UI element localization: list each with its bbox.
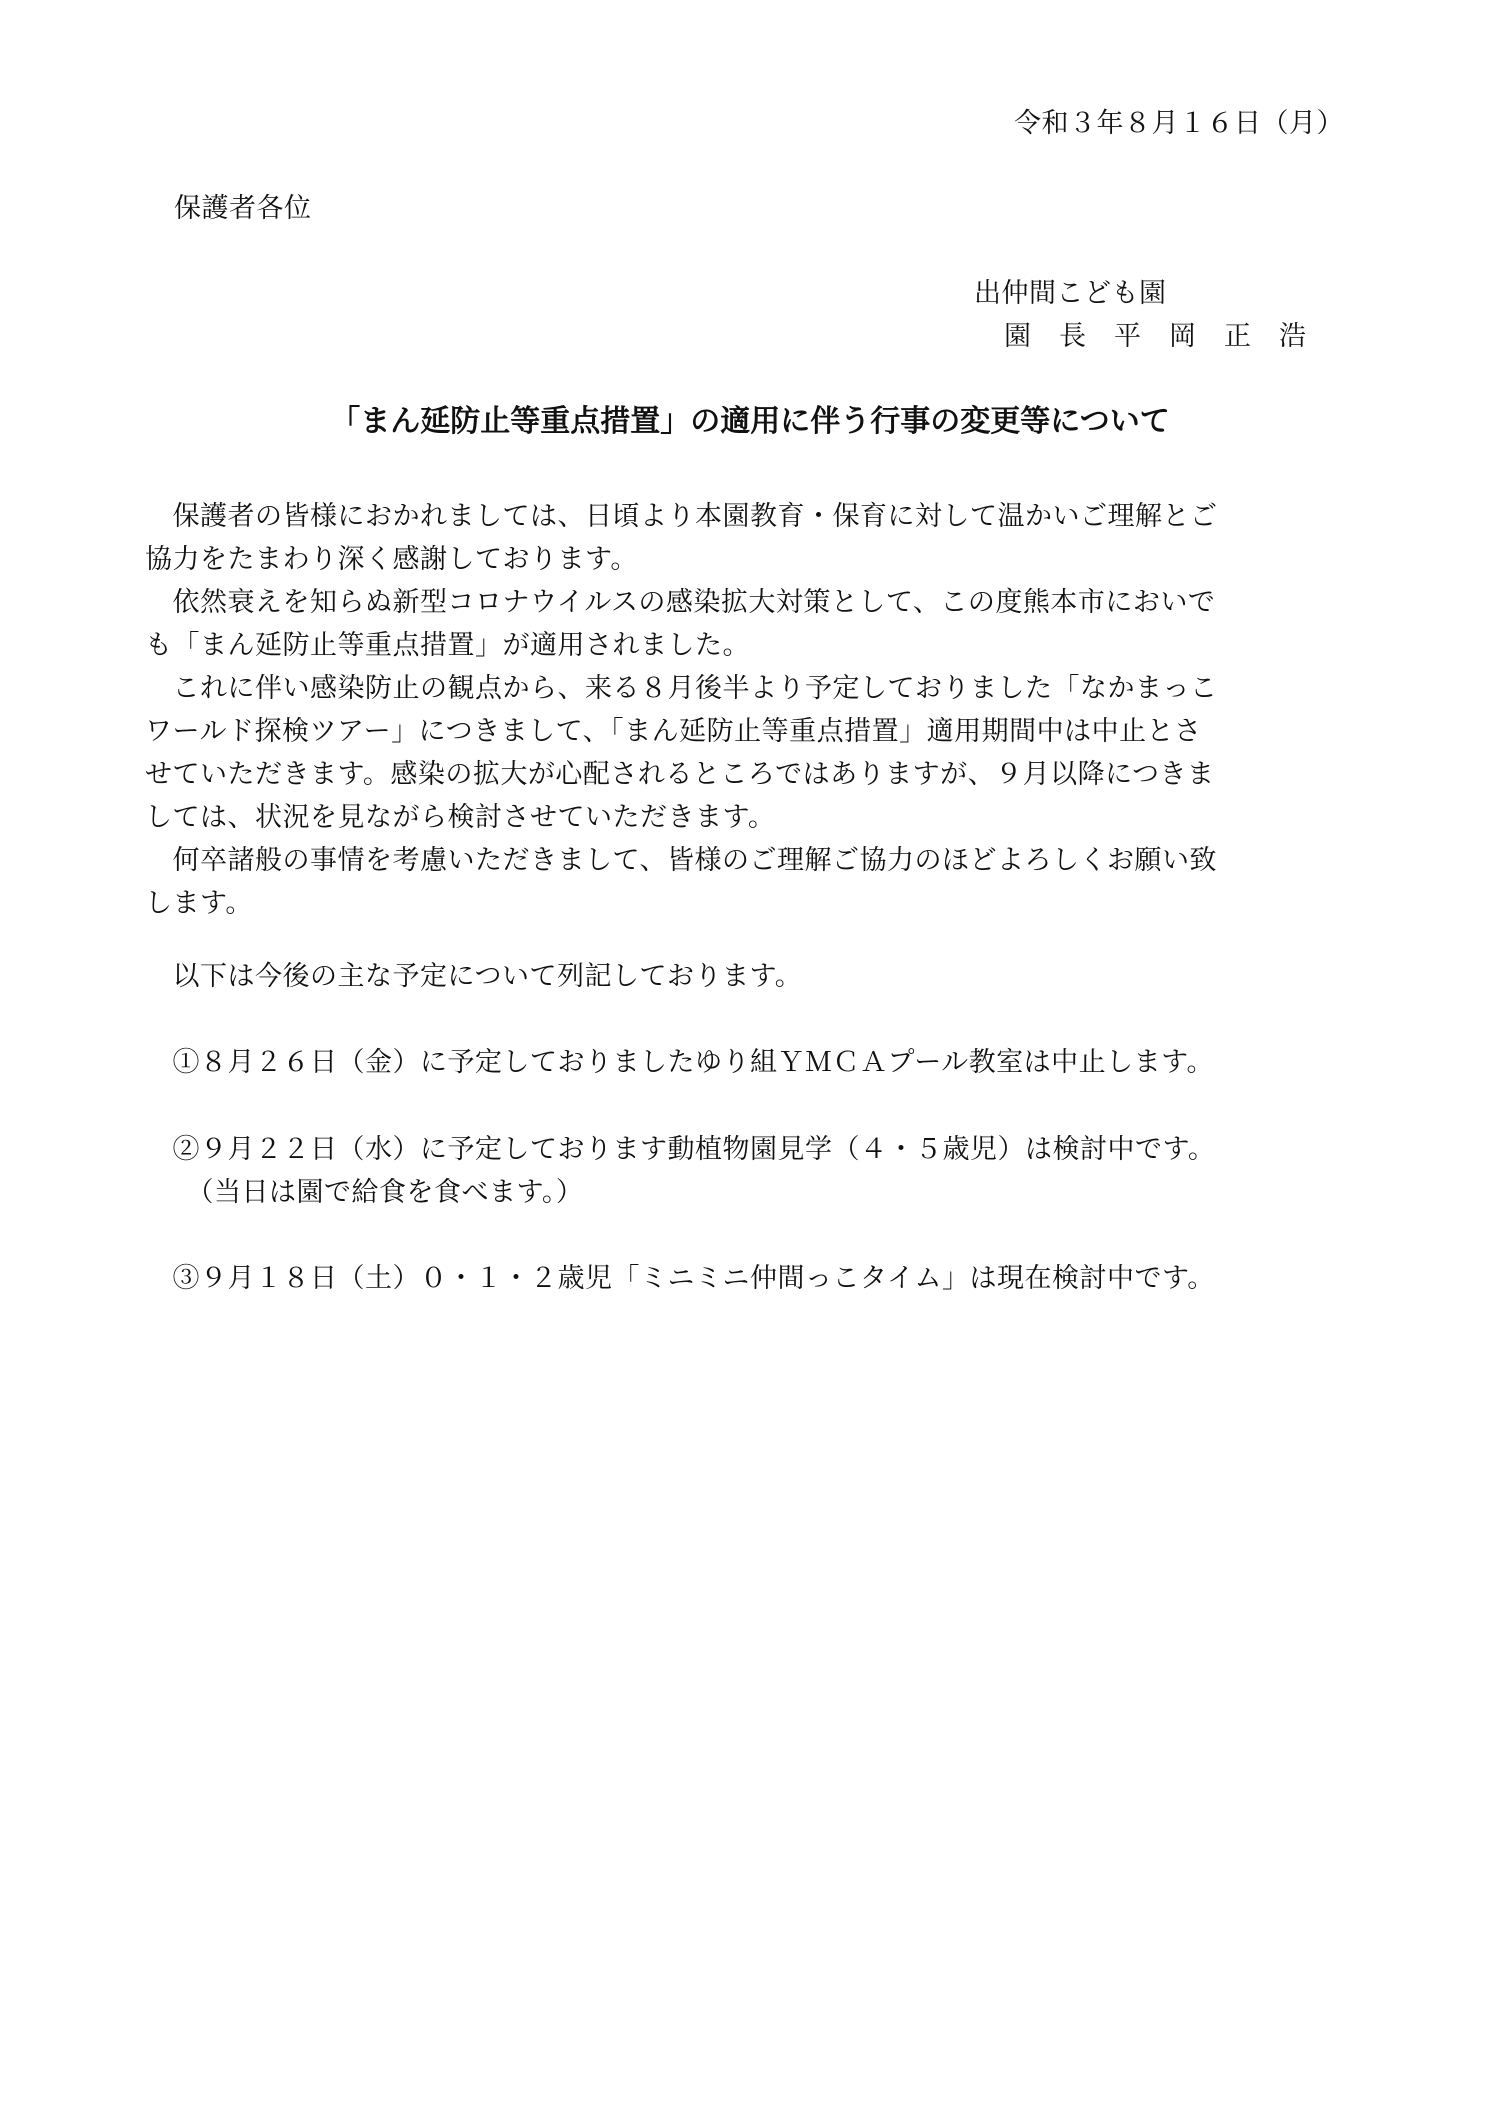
body-line: せていただきます。感染の拡大が心配されるところではありますが、９月以降につきま [145, 759, 1215, 790]
body-line: 何卒諸般の事情を考慮いただきまして、皆様のご理解ご協力のほどよろしくお願い致 [145, 845, 1217, 876]
body-line: も「まん延防止等重点措置」が適用されました。 [145, 630, 750, 661]
body-line: 協力をたまわり深く感謝しております。 [145, 544, 638, 575]
schedule-item-3: ③９月１８日（土）０・１・２歳児「ミニミニ仲間っこタイム」は現在検討中です。 [145, 1263, 1215, 1294]
body-line: これに伴い感染防止の観点から、来る８月後半より予定しておりました「なかまっこ [145, 673, 1218, 704]
body-line: 保護者の皆様におかれましては、日頃より本園教育・保育に対して温かいご理解とご [145, 501, 1218, 532]
organization-name: 出仲間こども園 [974, 278, 1167, 309]
schedule-item-1: ①８月２６日（金）に予定しておりましたゆり組ＹＭＣＡプール教室は中止します。 [145, 1047, 1214, 1078]
schedule-item-2-note: （当日は園で給食を食べます。） [145, 1177, 584, 1208]
body-line: しては、状況を見ながら検討させていただきます。 [145, 802, 776, 833]
body-line: ワールド探検ツアー」につきまして、「まん延防止等重点措置」適用期間中は中止とさ [145, 716, 1202, 747]
document-date: 令和３年８月１６日（月） [1014, 108, 1344, 139]
schedule-item-2: ②９月２２日（水）に予定しております動植物園見学（４・５歳児）は検討中です。 [145, 1134, 1216, 1165]
document-title: 「まん延防止等重点措置」の適用に伴う行事の変更等について [330, 404, 1170, 439]
body-line: 依然衰えを知らぬ新型コロナウイルスの感染拡大対策として、この度熊本市においで [145, 587, 1216, 618]
addressee: 保護者各位 [174, 193, 312, 224]
schedule-intro: 以下は今後の主な予定について列記しております。 [145, 961, 803, 992]
principal-name: 園 長 平 岡 正 浩 [1004, 321, 1307, 352]
body-line: します。 [145, 888, 253, 919]
